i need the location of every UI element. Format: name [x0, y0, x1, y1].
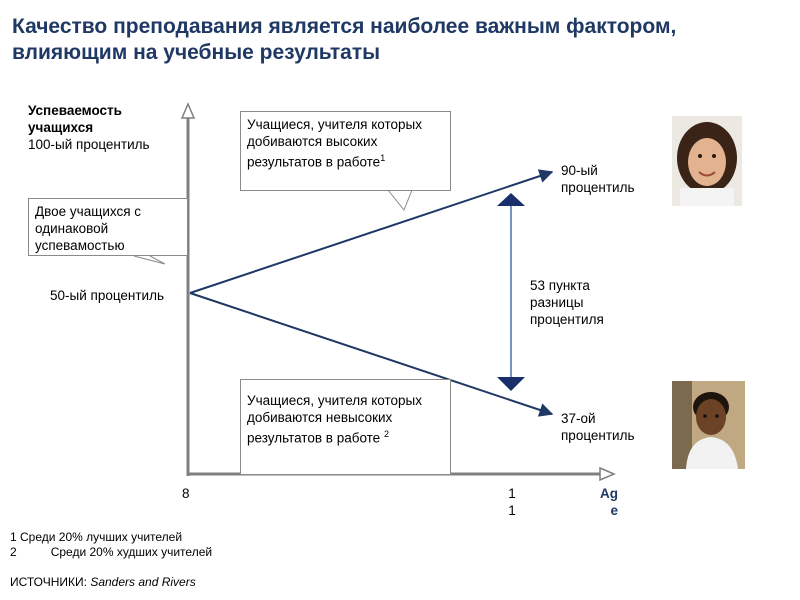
callout-low-teacher-sup: 2 — [383, 429, 389, 439]
callout-high-pointer — [388, 190, 412, 210]
x-tick-end-line2: 1 — [508, 503, 516, 518]
footnote-2-num: 2 — [10, 545, 17, 559]
gap-arrow-top-head — [497, 193, 525, 206]
callout-same-level-text: Двое учащихся с одинаковой успевамостью — [35, 204, 142, 253]
callout-high-teacher — [240, 111, 451, 191]
footnote-1: 1 Среди 20% лучших учителей — [10, 530, 183, 544]
y-axis-arrowhead — [182, 104, 194, 118]
footnote-2-text: Среди 20% худших учителей — [50, 545, 213, 559]
callout-same-pointer — [134, 256, 165, 264]
y-axis-label: Успеваемость учащихся — [28, 103, 122, 135]
x-tick-end — [508, 485, 516, 519]
girl-photo — [672, 116, 742, 206]
callout-low-teacher-text: Учащиеся, учителя которых добиваются невысоких результатов в работе — [247, 393, 422, 446]
y-axis-start-label: 50-ый процентиль — [50, 288, 165, 303]
x-axis-label — [594, 485, 618, 519]
sources — [10, 575, 196, 590]
x-axis-label-line1: Ag — [600, 486, 618, 501]
sources-value: Sanders and Rivers — [90, 575, 196, 589]
callout-low-teacher — [240, 379, 451, 475]
gap-label: 53 пункта разницы процентиля — [530, 278, 604, 327]
x-tick-end-line1: 1 — [508, 486, 516, 501]
end-label-top: 90-ый процентиль — [561, 163, 635, 195]
callout-same-level — [28, 198, 188, 256]
callout-high-teacher-sup: 1 — [380, 153, 386, 163]
sources-label: ИСТОЧНИКИ: — [10, 575, 91, 589]
y-axis-top-label: 100-ый процентиль — [28, 137, 150, 152]
boy-photo — [672, 381, 745, 469]
footnote-2 — [10, 545, 212, 560]
x-tick-start: 8 — [182, 486, 190, 501]
x-axis-label-line2: e — [610, 503, 618, 518]
page-title: Качество преподавания является наиболее важным фактором, влияющим на учебные результаты — [12, 15, 677, 64]
callout-high-teacher-text: Учащиеся, учителя которых добиваются высоких результатов в работе — [247, 117, 422, 170]
end-label-bottom: 37-ой процентиль — [561, 411, 635, 443]
gap-arrow-bottom-head — [497, 377, 525, 391]
x-axis-arrowhead — [600, 468, 614, 480]
